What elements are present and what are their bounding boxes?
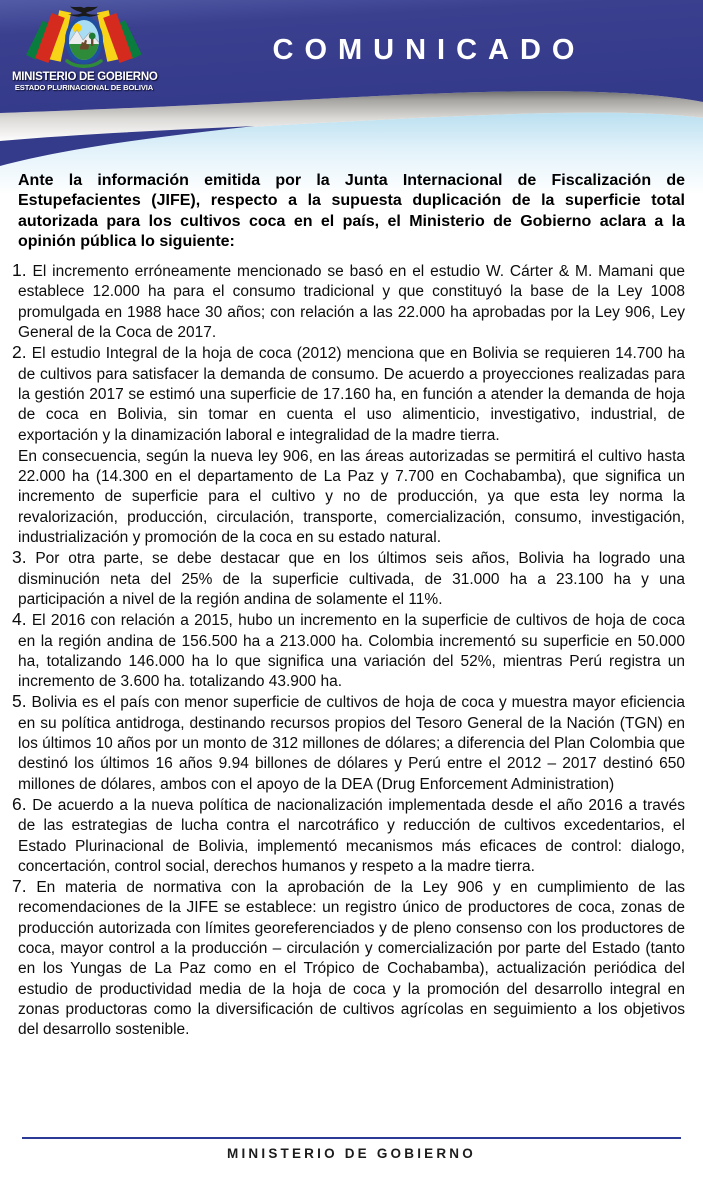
point-2	[12, 342, 685, 445]
point-2-number: 2.	[12, 342, 27, 363]
point-4	[12, 609, 685, 692]
point-1-text: El incremento erróneamente mencionado se basó en el estudio W. Cárter & M. Mamani que establece 12.000 ha para el consumo tradicional y que constituyó la base de la Ley 1008 promulgada en 1988 hace 30 años; con relación a las 22.000 ha aprobadas por la Ley 906, Ley General de la Coca de 2017.	[18, 263, 686, 342]
point-3-number: 3.	[12, 547, 27, 568]
point-6-text: De acuerdo a la nueva política de nacionalización implementada desde el año 2016 a través de las estrategias de lucha contra el narcotráfico y reducción de cultivos excedentarios, el Estado Plurinacional de Bolivia, implementó mecanismos más eficaces de control: dialogo, concertación, control social, derechos humanos y respeto a la madre tierra.	[18, 796, 685, 875]
ministry-logo-subtitle: ESTADO PLURINACIONAL DE BOLIVIA	[14, 83, 154, 92]
point-4-number: 4.	[12, 609, 27, 630]
point-7	[12, 876, 685, 1040]
footer-label: MINISTERIO DE GOBIERNO	[227, 1146, 476, 1161]
point-5-text: Bolivia es el país con menor superficie de cultivos de hoja de coca y muestra mayor eficiencia en su política antidroga, destinando recursos propios del Tesoro General de la Nación (TGN) en los últimos 10 años por un monto de 312 millones de dólares; a diferencia del Plan Colombia que destinó los últimos 16 años 9.94 billones de dólares y Perú entre el 2012 – 2017 destinó 650 millones de dólares, ambos con el apoyo de la DEA (Drug Enforcement Administration)	[18, 694, 685, 793]
footer-divider	[22, 1137, 681, 1139]
point-1	[12, 260, 686, 343]
coat-of-arms-icon	[24, 5, 144, 71]
point-3-text: Por otra parte, se debe destacar que en los últimos seis años, Bolivia ha logrado una disminución neta del 25% de la superficie cultivada, de 31.000 ha a 23.100 ha y una participación a nivel de la región andina de solamente el 11%.	[18, 550, 685, 608]
ministry-logo-title: MINISTERIO DE GOBIERNO	[12, 71, 158, 83]
communique-body	[12, 171, 686, 1041]
ministry-logo	[12, 5, 156, 92]
point-6	[12, 793, 685, 877]
point-2-continuation	[18, 447, 685, 548]
point-2b-text: En consecuencia, según la nueva ley 906, en las áreas autorizadas se permitirá el cultivo hasta 22.000 ha (14.300 en el departamento de La Paz y 7.700 en Cochabamba), que significa un incremento de superficie para el cultivo y no de producción, ya que esta ley norma la revalorización, producción, circulación, transporte, comercialización, consumo, investigación, industrialización y promoción de la coca en su estado natural.	[18, 447, 685, 547]
point-1-number: 1.	[12, 260, 27, 281]
point-5	[12, 691, 685, 794]
point-4-text: El 2016 con relación a 2015, hubo un incremento en la superficie de cultivos de hoja de coca en la región andina de 156.500 ha a 213.000 ha. Colombia incrementó su superficie en 50.000 ha, totalizando 146.000 ha lo que significa una variación del 52%, mientras Perú registra un incremento de 3.600 ha. totalizando 43.900 ha.	[18, 612, 685, 691]
point-3	[12, 547, 685, 610]
point-7-number: 7.	[12, 876, 27, 897]
point-6-number: 6.	[12, 793, 27, 814]
point-7-text: En materia de normativa con la aprobación de la Ley 906 y en cumplimiento de las recomendaciones de la JIFE se establece: un registro único de productores de coca, zonas de producción autorizada con límites georeferenciados y de pleno consenso con los productores de coca, mayor control a la producción – circulación y comercialización por parte del Estado (tanto en los Yungas de La Paz como en el Trópico de Cochabamba), actualización periódica del estudio de productividad media de la hoja de coca y la promoción del desarrollo integral en zonas productoras como la diversificación de cultivos agrícolas en seguimiento a los objetivos del desarrollo sostenible.	[18, 879, 685, 1039]
point-2-text: El estudio Integral de la hoja de coca (2012) menciona que en Bolivia se requieren 14.700 ha de cultivos para satisfacer la demanda de consumo. De acuerdo a proyecciones realizadas para la gestión 2017 se estimó una superficie de 17.160 ha, en función a atender la demanda de hoja de coca en Bolivia, sin tomar en cuenta el uso alimenticio, investigativo, industrial, de exportación y la dinamización laboral e integralidad de la madre tierra.	[18, 345, 685, 444]
point-5-number: 5.	[12, 691, 27, 712]
page-title: COMUNICADO	[272, 34, 586, 66]
intro-paragraph: Ante la información emitida por la Junta Internacional de Fiscalización de Estupefacientes (JIFE), respecto a la supuesta duplicación de la superficie total autorizada para los cultivos coca en el país, el Ministerio de Gobierno aclara a la opinión pública lo siguiente:	[18, 172, 685, 250]
